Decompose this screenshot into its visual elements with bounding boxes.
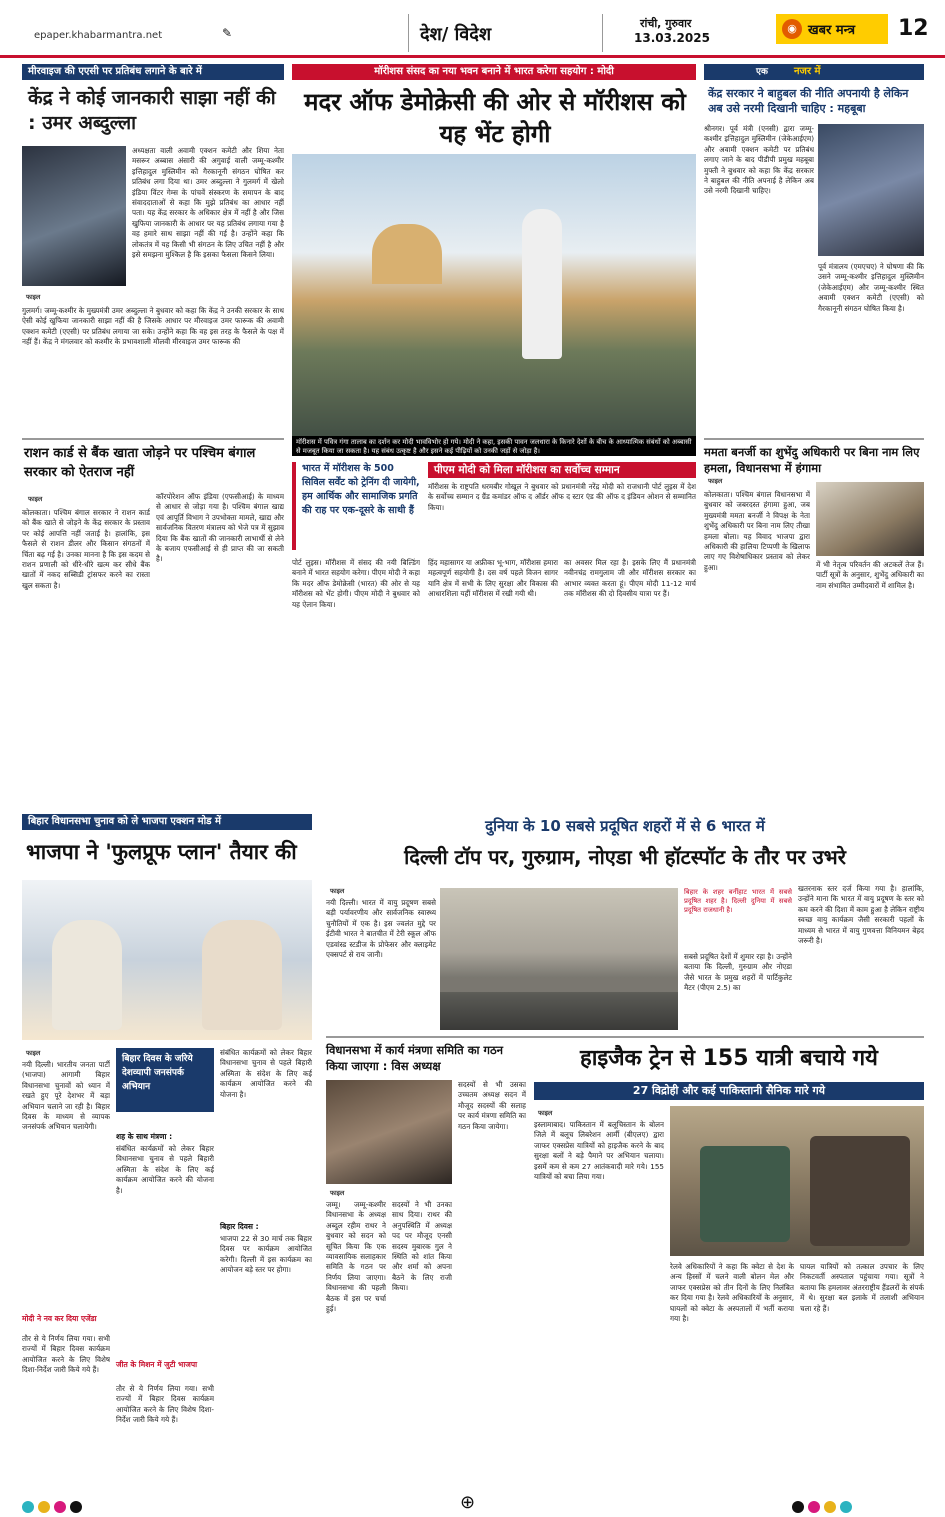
- brand-box: [776, 14, 888, 44]
- assembly-body-3: सदस्यों से भी उसका उच्चतम अध्यक्ष सदन में मौजूद सदस्यों की सलाह पर कार्य मंत्रणा समिति का गठन किया जायेगा।: [458, 1080, 526, 1131]
- left-mid-body-2: कॉरपोरेशन ऑफ इंडिया (एफसीआई) के माध्यम से आधार से जोड़ा गया है। पश्चिम बंगाल खाद्य एवं आपूर्ति विभाग ने उपभोक्ता मामले, खाद्य और सार्वजनिक वितरण मंत्रालय को भेजे पत्र में सुझाव दिया कि बैंक खातों की जानकारी लाभार्थी से लेने के बजाय एफसीआई से ही प्राप्त की जा सकती है।: [156, 492, 284, 564]
- road-shape: [440, 978, 678, 992]
- bihar-sub-1: मोदी ने नव कर दिया एजेंडा: [22, 1314, 97, 1323]
- train-body-1: इस्लामाबाद। पाकिस्तान में बलूचिस्तान के बोलन जिले में बलूच लिबरेशन आर्मी (बीएलए) द्वारा जाफर एक्सप्रेस यात्रियों को हाइजैक करने के बाद सुरक्षा बलों ने बड़े पैमाने पर अभियान चलाया। इसमें कम से कम 27 आतंकवादी मारे गये। 155 यात्रियों को बचा लिया गया।: [534, 1120, 664, 1182]
- color-dots-left: [20, 1498, 84, 1517]
- bihar-sub-4: बिहार दिवस :: [220, 1222, 259, 1231]
- assembly-body-2: सदस्यों ने भी उनका साथ दिया। राथर की अनुपस्थिति में अध्यक्ष पद पर मौजूद एनसी सदस्य मुबारक गुल ने स्थिति को शांत किया और शर्मा को अपना बैठने के लिए राजी किया।: [392, 1200, 452, 1293]
- bihar-headline: भाजपा ने 'फुलप्रूफ प्लान' तैयार की: [26, 840, 297, 864]
- center-top-headline: मदर ऑफ डेमोक्रेसी की ओर से मॉरीशस को यह भेंट होगी: [304, 88, 686, 148]
- train-shape: [700, 1146, 790, 1242]
- train-shape: [810, 1136, 910, 1246]
- center-photo-caption: मॉरीशस में पवित्र गंगा तालाब का दर्शन कर मोदी भावविभोर हो गये। मोदी ने कहा, इसकी पावन जलधारा के किनारे देशों के बीच के आध्यात्मिक संबंधों को अब्बासी से मजबूत किया जा सकता है। यह संबंध उत्कृष्ट है और इसने कई पीढ़ियों को उनकी जड़ों से जोड़ा है।: [292, 436, 696, 456]
- right-top-body-1: श्रीनगर। पूर्व मंत्री (एनसी) द्वारा जम्मू-कश्मीर इत्तिहादुल मुस्लिमीन (जेकेआईएम) और अवामी एक्शन कमेटी पर प्रतिबंध लगाए जाने के बाद पीडीपी प्रमुख महबूबा मुफ्ती ने बुधवार को कहा कि केंद्र सरकार ने बाहुबल की नीति अपनाई है लेकिन अब उसे नरमी दिखानी चाहिए।: [704, 124, 814, 196]
- bihar-credit: फाइल: [26, 1049, 41, 1057]
- center-quote-box: भारत में मॉरीशस के 500 सिविल सर्वेंट को ट्रेनिंग दी जायेगी, हम आर्थिक और सामाजिक प्रगति की राह पर एक-दूसरे के साथी हैं: [292, 462, 420, 550]
- bihar-band: बिहार विधानसभा चुनाव को ले भाजपा एक्शन मोड में: [22, 814, 312, 830]
- bihar-sub-3: जीत के मिशन में जुटी भाजपा: [116, 1360, 198, 1369]
- train-body-2: रेलवे अधिकारियों ने कहा कि क्वेटा से देश के अन्य हिस्सों में चलने वाली बोलन मेल और जाफर एक्सप्रेस को तीन दिनों के लिए निलंबित कर दिया गया है। रेलवे अधिकारियों के अनुसार, घायलों को क्वेटा के अस्पतालों में भर्ती कराया गया है।: [670, 1262, 794, 1324]
- pollution-body-1: नयी दिल्ली। भारत में वायु प्रदूषण सबसे बड़ी पर्यावरणीय और सार्वजनिक स्वास्थ्य चुनौतियों में एक है। इस ज्वलंत मुद्दे पर ईटीवी भारत ने बातचीत में टेरी स्कूल ऑफ एडवांस्ड स्टडीज के प्रोफेसर और क्लाइमेट एक्सपर्ट से राय जानी।: [326, 898, 436, 960]
- center-body-2: पोर्ट लुइस। मॉरीशस में संसद की नयी बिल्डिंग बनाने में भारत सहयोग करेगा। पीएम मोदी ने कहा कि मदर ऑफ डेमोक्रेसी (भारत) की ओर से यह मॉरीशस को भेंट होगी। पीएम मोदी ने बुधवार को यह ऐलान किया।: [292, 558, 420, 609]
- right-mid-body-2: में भी नेतृत्व परिवर्तन की अटकलें तेज हैं। पार्टी सूत्रों के अनुसार, शुभेंदु अधिकारी का नाम संभावित उम्मीदवारों में शामिल है।: [816, 560, 924, 590]
- nitish-amit-shah-photo: [22, 880, 312, 1040]
- ek-nazar-tag: [704, 64, 924, 80]
- bihar-body-1: नयी दिल्ली। भारतीय जनता पार्टी (भाजपा) आगामी बिहार विधानसभा चुनावों को ध्यान में रखते हुए पूरे देशभर में बड़ा अभियान चलाने जा रही है। बिहार दिवस के माध्यम से व्यापक जनसंपर्क अभियान चलायेगी।: [22, 1060, 110, 1132]
- train-sub-band: 27 विद्रोही और कई पाकिस्तानी सैनिक मारे गये: [534, 1082, 924, 1100]
- pollution-kicker: दुनिया के 10 सबसे प्रदूषित शहरों में से 6 भारत में: [485, 817, 765, 835]
- person-figure: [202, 920, 282, 1030]
- registration-dot: [824, 1501, 836, 1513]
- rather-photo: [326, 1080, 452, 1184]
- right-mid-headline: ममता बनर्जी का शुभेंदु अधिकारी पर बिना नाम लिए हमला, विधानसभा में हंगामा: [704, 445, 920, 475]
- assembly-headline: विधानसभा में कार्य मंत्रणा समिति का गठन किया जाएगा : विस अध्यक्ष: [326, 1043, 504, 1073]
- header-divider: [408, 14, 409, 52]
- left-top-band: मीरवाइज की एएसी पर प्रतिबंध लगाने के बारे में: [22, 64, 284, 80]
- header-divider: [602, 14, 603, 52]
- delhi-smog-photo: [440, 888, 678, 1030]
- bihar-body-3b: तौर से ये निर्णय लिया गया। सभी राज्यों में बिहार दिवस कार्यक्रम आयोजित करने के लिए विशेष दिशा-निर्देश जारी किये गये हैं।: [116, 1384, 214, 1425]
- right-top-headline: केंद्र सरकार ने बाहुबल की नीति अपनायी है लेकिन अब उसे नरमी दिखानी चाहिए : महबूबा: [708, 87, 909, 115]
- section-title: देश/ विदेश: [420, 24, 492, 45]
- bihar-body-4: संबंधित कार्यक्रमों को लेकर बिहार विधानसभा चुनाव से पहले बिहारी अस्मिता के संदेश के लिए कई कार्यक्रम आयोजित करने की योजना है।: [220, 1048, 312, 1099]
- page-number: 12: [898, 16, 929, 41]
- train-credit: फाइल: [538, 1109, 553, 1117]
- section-divider: [22, 438, 284, 440]
- registration-dot: [54, 1501, 66, 1513]
- center-body-3: हिंद महासागर या अफ्रीका भू-भाग, मॉरीशस हमारा महत्वपूर्ण सहयोगी है। दस वर्ष पहले विजन सागर यानि क्षेत्र में सभी के लिए सुरक्षा और विकास की आधारशिला यहीं मॉरीशस में रखी गयी थी।: [428, 558, 558, 599]
- temple-shape: [372, 224, 442, 284]
- mehbooba-mufti-photo: [818, 124, 924, 256]
- bihar-body-5: भाजपा 22 से 30 मार्च तक बिहार दिवस पर कार्यक्रम आयोजित करेगी। दिल्ली में इस कार्यक्रम का आयोजन बड़े स्तर पर होगा।: [220, 1234, 312, 1275]
- center-sub-band: पीएम मोदी को मिला मॉरीशस का सर्वोच्च सम्मान: [428, 462, 696, 478]
- masthead: [0, 0, 945, 58]
- assembly-credit: फाइल: [330, 1189, 345, 1197]
- person-figure: [52, 920, 122, 1030]
- right-mid-credit: फाइल: [708, 477, 723, 485]
- registration-dot: [38, 1501, 50, 1513]
- pollution-headline: दिल्ली टॉप पर, गुरुग्राम, नोएडा भी हॉटस्पॉट के तौर पर उभरे: [404, 845, 846, 869]
- left-top-headline: केंद्र ने कोई जानकारी साझा नहीं की : उमर अब्दुल्ला: [28, 87, 276, 134]
- left-top-body-1: गुलमर्ग। जम्मू-कश्मीर के मुख्यमंत्री उमर अब्दुल्ला ने बुधवार को कहा कि केंद्र ने उनकी सरकार के साथ ऐसी कोई खुफिया जानकारी साझा नहीं की है जिसके आधार पर मीरवाइज उमर फारूक की अवामी एक्शन कमेटी (एएसी) पर प्रतिबंध लगाया जा सके। उन्होंने कहा कि वह इस तरह के फैसले के पक्ष में नहीं हैं। केंद्र ने मंगलवार को कश्मीर के प्रभावशाली मौलवी मीरवाइज उमर फारूक की: [22, 306, 284, 347]
- train-body-3: घायल यात्रियों को तत्काल उपचार के लिए निकटवर्ती अस्पताल पहुंचाया गया। सूत्रों ने बताया कि हमलावर अंतरराष्ट्रीय हैंडलरों के संपर्क में थे। सुरक्षा बल इलाके में तलाशी अभियान चला रहे हैं।: [800, 1262, 924, 1313]
- section-divider: [326, 1036, 924, 1038]
- brand-name: खबर मन्त्र: [808, 23, 856, 38]
- bihar-body-2: तौर से ये निर्णय लिया गया। सभी राज्यों में बिहार दिवस कार्यक्रम आयोजित करने के लिए विशेष दिशा-निर्देश जारी किये गये हैं।: [22, 1334, 110, 1375]
- tag-title: नजर में: [794, 66, 821, 77]
- hijacked-train-photo: [670, 1106, 924, 1256]
- center-body-1: मॉरीशस के राष्ट्रपति धरमबीर गोखूल ने बुधवार को प्रधानमंत्री नरेंद्र मोदी को राजधानी पोर्ट लुइस में देश के सर्वोच्च सम्मान द ग्रैंड कमांडर ऑफ द ऑर्डर ऑफ द स्टार एंड की ऑफ द इंडियन ओशन से सम्मानित किया।: [428, 482, 696, 512]
- photo-credit: फाइल: [26, 293, 41, 301]
- bihar-body-3: संबंधित कार्यक्रमों को लेकर बिहार विधानसभा चुनाव से पहले बिहारी अस्मिता के संदेश के लिए कई कार्यक्रम आयोजित करने की योजना है।: [116, 1144, 214, 1195]
- color-dots-right: [790, 1498, 854, 1517]
- person-figure: [522, 209, 562, 359]
- registration-dot: [808, 1501, 820, 1513]
- left-top-body-2: अध्यक्षता वाली अवामी एक्शन कमेटी और शिया नेता मसरूर अब्बास अंसारी की अगुवाई वाली जम्मू-कश्मीर इत्तिहादुल मुस्लिमीन को गैरकानूनी संगठन घोषित कर प्रतिबंध लगा दिया था। उमर अब्दुल्ला ने गुलमर्ग में खेलो इंडिया विंटर गेम्स के पांचवें संस्करण के समापन के बाद संवाददाताओं से कहा कि मुझे प्रतिबंध का आधार नहीं पता। यह केंद्र सरकार के अधिकार क्षेत्र में नहीं है और जिस खुफिया जानकारी के आधार पर यह प्रतिबंध लगाया गया है वह हमारे साथ साझा नहीं की गई है। उन्होंने कहा कि लोकतंत्र में यह किसी भी संगठन के लिए उचित नहीं है और इसे समझना मुश्किल है कि इसका फैसला किसने लिया।: [132, 146, 284, 260]
- pollution-body-2: सबसे प्रदूषित देशों में शुमार रहा है। उन्होंने बताया कि दिल्ली, गुरुग्राम और नोएडा जैसे भारत के प्रमुख शहरों में पार्टिकुलेट मैटर (पीएम 2.5) का: [684, 952, 792, 993]
- bihar-sub-2: शह के साथ मंत्रणा :: [116, 1132, 173, 1141]
- pollution-credit: फाइल: [330, 887, 345, 895]
- left-mid-body-1: कोलकाता। पश्चिम बंगाल सरकार ने राशन कार्ड को बैंक खाते से जोड़ने के केंद्र सरकार के प्रस्ताव पर कोई आपत्ति नहीं जताई है। हालांकि, इस फैसले से राशन डीलर और किसान संगठनों में चिंता बढ़ गई है। उनका मानना है कि इस कदम से राशन प्रणाली को धीरे-धीरे खत्म कर सीधे बैंक खातों में नकद सब्सिडी ट्रांसफर करने का रास्ता खुल सकता है।: [22, 508, 150, 590]
- site-url[interactable]: epaper.khabarmantra.net: [34, 30, 163, 41]
- assembly-body-1: जम्मू। जम्मू-कश्मीर विधानसभा के अध्यक्ष अब्दुल रहीम राथर ने बुधवार को सदन को सूचित किया कि एक व्यावसायिक सलाहकार समिति के गठन पर निर्णय लिया जाएगा। विधानसभा की पहली बैठक में इस पर चर्चा हुई।: [326, 1200, 386, 1314]
- mamata-banerjee-photo: [816, 482, 924, 556]
- registration-dot: [22, 1501, 34, 1513]
- right-mid-body-1: कोलकाता। पश्चिम बंगाल विधानसभा में बुधवार को जबरदस्त हंगामा हुआ, जब मुख्यमंत्री ममता बनर्जी ने विपक्ष के नेता शुभेंदु अधिकारी पर बिना नाम लिए तीखा हमला बोला। यह विवाद भाजपा द्वारा अधिकारी की हालिया टिप्पणी के खिलाफ लाए गए विशेषाधिकार प्रस्ताव को लेकर हुआ।: [704, 490, 810, 572]
- footer-registration-bar: [0, 1490, 945, 1517]
- registration-dot: [70, 1501, 82, 1513]
- tag-label: एक: [756, 67, 768, 77]
- sun-logo-icon: ◉: [782, 19, 802, 39]
- section-divider: [704, 438, 924, 440]
- pollution-body-3: खतरनाक स्तर दर्ज किया गया है। हालांकि, उन्होंने माना कि भारत में वायु प्रदूषण के स्तर को कम करने की दिशा में काम हुआ है लेकिन राष्ट्रीय स्वच्छ वायु कार्यक्रम जैसी सरकारी पहलों के माध्यम से भारत में वायु गुणवत्ता विनियमन बेहद जरूरी है।: [798, 884, 924, 946]
- pollution-side-caption: बिहार के शहर बर्नीहाट भारत में सबसे प्रदूषित शहर है। दिल्ली दुनिया में सबसे प्रदूषित राजधानी है।: [684, 888, 792, 914]
- right-top-body-2: पूर्व मंत्रालय (एमएचए) ने घोषणा की कि उसने जम्मू-कश्मीर इत्तिहादुल मुस्लिमीन (जेकेआईएम) और जम्मू-कश्मीर स्थित अवामी एक्शन कमेटी (एएसी) को गैरकानूनी संगठन घोषित किया है।: [818, 262, 924, 313]
- registration-dot: [840, 1501, 852, 1513]
- dateline-date: 13.03.2025: [634, 31, 710, 45]
- omar-abdullah-photo: [22, 146, 126, 286]
- center-body-4: का अवसर मिल रहा है। इसके लिए मैं प्रधानमंत्री नवीनचंद्र रामगुलाम जी और मॉरीशस सरकार का आभार व्यक्त करता हूं। पीएम मोदी 11-12 मार्च तक मॉरीशस की दो दिवसीय यात्रा पर हैं।: [564, 558, 696, 599]
- left-mid-headline: राशन कार्ड से बैंक खाता जोड़ने पर पश्चिम बंगाल सरकार को ऐतराज नहीं: [24, 446, 256, 480]
- left-mid-credit: फाइल: [28, 495, 43, 503]
- bihar-box-title: बिहार दिवस के जरिये देशव्यापी जनसंपर्क अभियान: [116, 1048, 214, 1112]
- crosshair-icon: ⊕: [460, 1492, 476, 1513]
- center-top-band: मॉरीशस संसद का नया भवन बनाने में भारत करेगा सहयोग : मोदी: [292, 64, 696, 80]
- cursor-icon: ✎: [222, 26, 233, 40]
- dateline-city: रांची, गुरुवार: [640, 17, 692, 30]
- registration-dot: [792, 1501, 804, 1513]
- modi-ganga-talao-photo: [292, 154, 696, 436]
- train-headline: हाइजैक ट्रेन से 155 यात्री बचाये गये: [580, 1046, 878, 1071]
